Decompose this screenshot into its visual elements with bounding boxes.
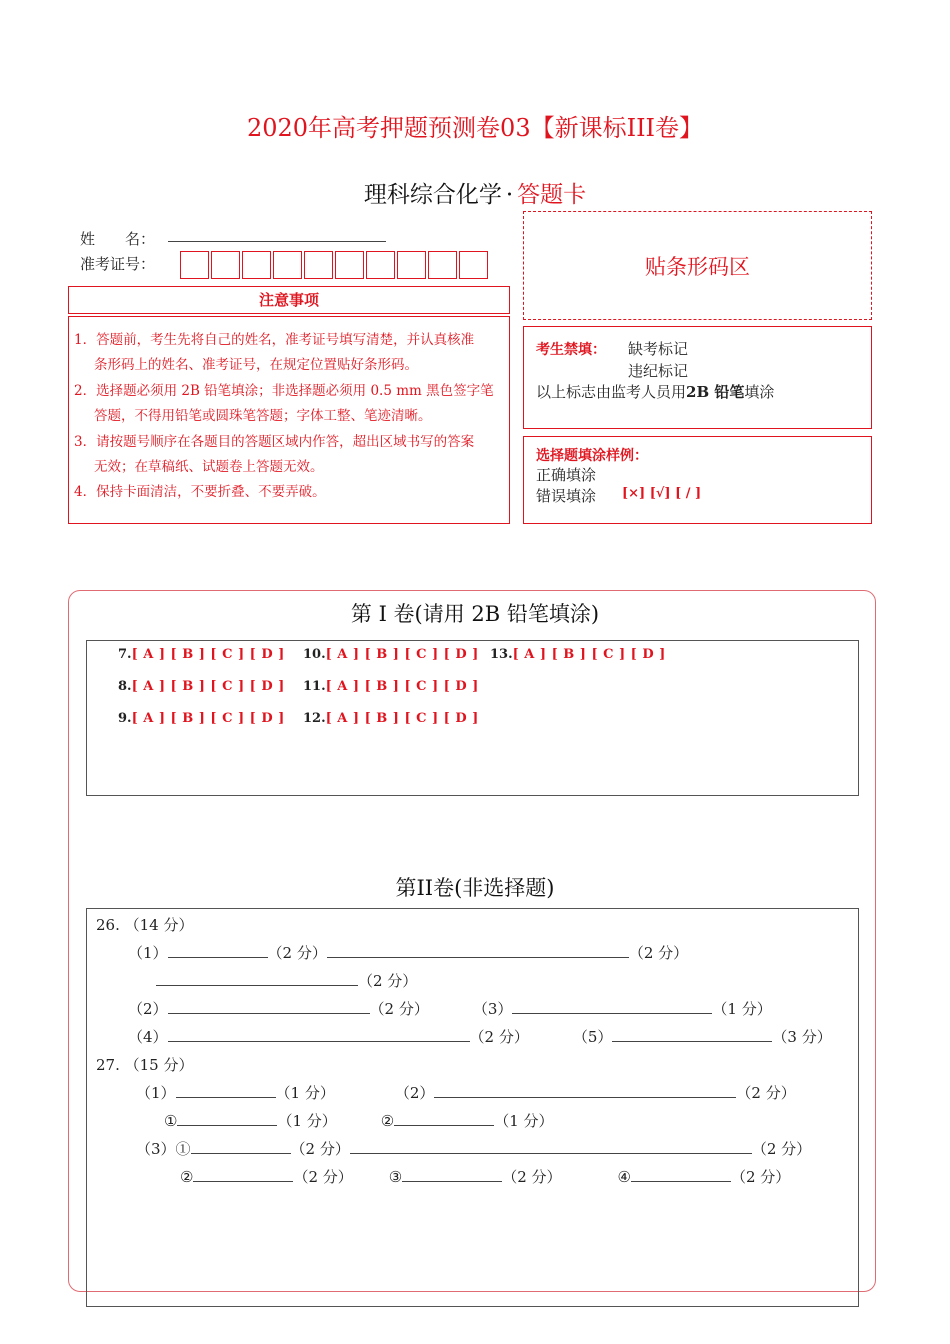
subtitle-main: 理科综合化学 bbox=[363, 182, 502, 208]
score-label: （1 分） bbox=[494, 1112, 554, 1130]
id-digit-box[interactable] bbox=[459, 251, 488, 279]
score-label: （2 分） bbox=[267, 944, 327, 962]
answer-blank[interactable] bbox=[350, 1138, 752, 1154]
choice-options[interactable]: [ A ] [ B ] [ C ] [ D ] bbox=[325, 679, 479, 694]
forbidden-note-bold: 2B 铅笔 bbox=[686, 383, 745, 401]
question-number: 8. bbox=[118, 679, 132, 694]
part-label: （3） bbox=[472, 1000, 513, 1018]
id-digit-box[interactable] bbox=[335, 251, 364, 279]
id-digit-box[interactable] bbox=[180, 251, 209, 279]
answer-blank[interactable] bbox=[631, 1166, 731, 1182]
answer-blank[interactable] bbox=[156, 970, 358, 986]
sub-label: ② bbox=[180, 1168, 194, 1186]
id-digit-box[interactable] bbox=[397, 251, 426, 279]
notice-line: 条形码上的姓名、准考证号，在规定位置贴好条形码。 bbox=[94, 357, 418, 374]
wrong-fill-marks: [×] [√] [ / ] bbox=[622, 486, 702, 501]
score-label: （2 分） bbox=[730, 1168, 791, 1186]
choice-options[interactable]: [ A ] [ B ] [ C ] [ D ] bbox=[325, 711, 479, 726]
score-label: （3 分） bbox=[772, 1028, 832, 1046]
id-digit-box[interactable] bbox=[428, 251, 457, 279]
q27-row2 bbox=[164, 1110, 554, 1131]
notice-line: 答题，不得用铅笔或圆珠笔答题；字体工整、笔迹清晰。 bbox=[94, 408, 432, 425]
score-label: （2 分） bbox=[358, 972, 418, 990]
id-digit-box[interactable] bbox=[242, 251, 271, 279]
question-number: 11. bbox=[303, 679, 326, 694]
choice-options[interactable]: [ A ] [ B ] [ C ] [ D ] bbox=[131, 647, 285, 662]
example-title: 选择题填涂样例： bbox=[536, 448, 648, 464]
q26-heading: 26. （14 分） bbox=[96, 916, 194, 934]
notice-line: 2．选择题必须用 2B 铅笔填涂；非选择题必须用 0.5 mm 黑色签字笔 bbox=[74, 382, 494, 399]
choice-q13[interactable] bbox=[490, 647, 666, 662]
q27-heading: 27. （15 分） bbox=[96, 1056, 194, 1074]
answer-blank[interactable] bbox=[168, 942, 268, 958]
score-label: （2 分） bbox=[293, 1168, 353, 1186]
choice-q7[interactable] bbox=[118, 647, 285, 662]
part-label: （3）① bbox=[136, 1140, 191, 1158]
sub-label: ③ bbox=[388, 1168, 403, 1186]
forbidden-note bbox=[536, 381, 774, 402]
forbidden-note-prefix: 以上标志由监考人员用 bbox=[536, 383, 687, 401]
notice-text bbox=[74, 328, 506, 506]
page-title: 2020年高考押题预测卷03【新课标III卷】 bbox=[246, 114, 704, 142]
score-label: （2 分） bbox=[751, 1140, 812, 1158]
q27-row3 bbox=[136, 1138, 811, 1159]
id-digit-box[interactable] bbox=[211, 251, 240, 279]
absent-mark-label: 缺考标记 bbox=[628, 340, 689, 358]
choice-q10[interactable] bbox=[303, 647, 479, 662]
answer-blank[interactable] bbox=[327, 942, 629, 958]
question-number: 10. bbox=[303, 647, 326, 662]
score-label: （1 分） bbox=[275, 1084, 335, 1102]
score-label: （2 分） bbox=[469, 1028, 529, 1046]
part-label: （2） bbox=[394, 1084, 435, 1102]
sub-label: ① bbox=[164, 1112, 178, 1130]
section2-title: 第II卷(非选择题) bbox=[395, 876, 555, 900]
part-label: （5） bbox=[572, 1028, 613, 1046]
answer-blank[interactable] bbox=[176, 1082, 276, 1098]
question-number: 13. bbox=[490, 647, 513, 662]
choice-options[interactable]: [ A ] [ B ] [ C ] [ D ] bbox=[325, 647, 479, 662]
q26-row2 bbox=[156, 970, 417, 991]
answer-blank[interactable] bbox=[402, 1166, 502, 1182]
notice-line: 4．保持卡面清洁，不要折叠、不要弄破。 bbox=[74, 484, 326, 501]
part-label: （1） bbox=[128, 944, 168, 962]
answer-blank[interactable] bbox=[177, 1110, 277, 1126]
name-label: 姓 名： bbox=[80, 230, 156, 248]
answer-blank[interactable] bbox=[434, 1082, 736, 1098]
wrong-fill-label: 错误填涂 bbox=[536, 487, 597, 505]
answer-blank[interactable] bbox=[394, 1110, 494, 1126]
q26-row3 bbox=[128, 998, 772, 1019]
q27-row1 bbox=[136, 1082, 796, 1103]
id-digit-box[interactable] bbox=[273, 251, 302, 279]
score-label: （2 分） bbox=[369, 1000, 429, 1018]
answer-blank[interactable] bbox=[191, 1138, 291, 1154]
subtitle-red: 答题卡 bbox=[517, 182, 587, 208]
question-number: 7. bbox=[118, 647, 132, 662]
answer-blank[interactable] bbox=[168, 1026, 470, 1042]
id-digit-box[interactable] bbox=[304, 251, 333, 279]
choice-q11[interactable] bbox=[303, 679, 479, 694]
barcode-area bbox=[523, 211, 872, 320]
score-label: （2 分） bbox=[290, 1140, 350, 1158]
forbidden-title: 考生禁填： bbox=[536, 342, 606, 358]
part-label: （2） bbox=[128, 1000, 168, 1018]
choice-options[interactable]: [ A ] [ B ] [ C ] [ D ] bbox=[131, 679, 285, 694]
choice-q8[interactable] bbox=[118, 679, 285, 694]
answer-blank[interactable] bbox=[168, 998, 370, 1014]
nonchoice-answer-box bbox=[86, 908, 859, 1307]
question-number: 12. bbox=[303, 711, 326, 726]
correct-fill-label: 正确填涂 bbox=[536, 466, 597, 484]
answer-blank[interactable] bbox=[193, 1166, 293, 1182]
part-label: （4） bbox=[128, 1028, 168, 1046]
choice-q9[interactable] bbox=[118, 711, 285, 726]
notice-line: 1．答题前，考生先将自己的姓名，准考证号填写清楚，并认真核准 bbox=[74, 332, 475, 348]
sub-label: ④ bbox=[617, 1168, 631, 1186]
q26-row4 bbox=[128, 1026, 832, 1047]
subtitle-dot: · bbox=[505, 182, 514, 208]
violation-mark-label: 违纪标记 bbox=[628, 362, 689, 380]
id-label: 准考证号： bbox=[80, 255, 156, 273]
forbidden-note-suffix: 填涂 bbox=[744, 383, 775, 401]
notice-line: 3．请按题号顺序在各题目的答题区域内作答，超出区域书写的答案 bbox=[74, 433, 475, 450]
answer-blank[interactable] bbox=[512, 998, 712, 1014]
choice-options[interactable]: [ A ] [ B ] [ C ] [ D ] bbox=[512, 647, 666, 662]
name-field[interactable] bbox=[168, 241, 386, 242]
score-label: （2 分） bbox=[736, 1084, 796, 1102]
answer-blank[interactable] bbox=[612, 1026, 772, 1042]
notice-title: 注意事项 bbox=[68, 286, 510, 314]
notice-line: 无效；在草稿纸、试题卷上答题无效。 bbox=[94, 459, 324, 476]
score-label: （1 分） bbox=[277, 1112, 337, 1130]
choice-q12[interactable] bbox=[303, 711, 479, 726]
score-label: （1 分） bbox=[712, 1000, 772, 1018]
choice-options[interactable]: [ A ] [ B ] [ C ] [ D ] bbox=[131, 711, 285, 726]
barcode-label: 贴条形码区 bbox=[645, 254, 750, 279]
q27-row4 bbox=[180, 1166, 790, 1187]
question-number: 9. bbox=[118, 711, 132, 726]
q26-row1 bbox=[128, 942, 688, 963]
sub-label: ② bbox=[380, 1112, 395, 1130]
score-label: （2 分） bbox=[628, 944, 689, 962]
score-label: （2 分） bbox=[502, 1168, 562, 1186]
card-subtitle bbox=[0, 176, 950, 209]
id-digit-box[interactable] bbox=[366, 251, 395, 279]
section1-title: 第 I 卷(请用 2B 铅笔填涂) bbox=[350, 602, 600, 626]
part-label: （1） bbox=[136, 1084, 176, 1102]
id-number-boxes bbox=[180, 251, 490, 279]
